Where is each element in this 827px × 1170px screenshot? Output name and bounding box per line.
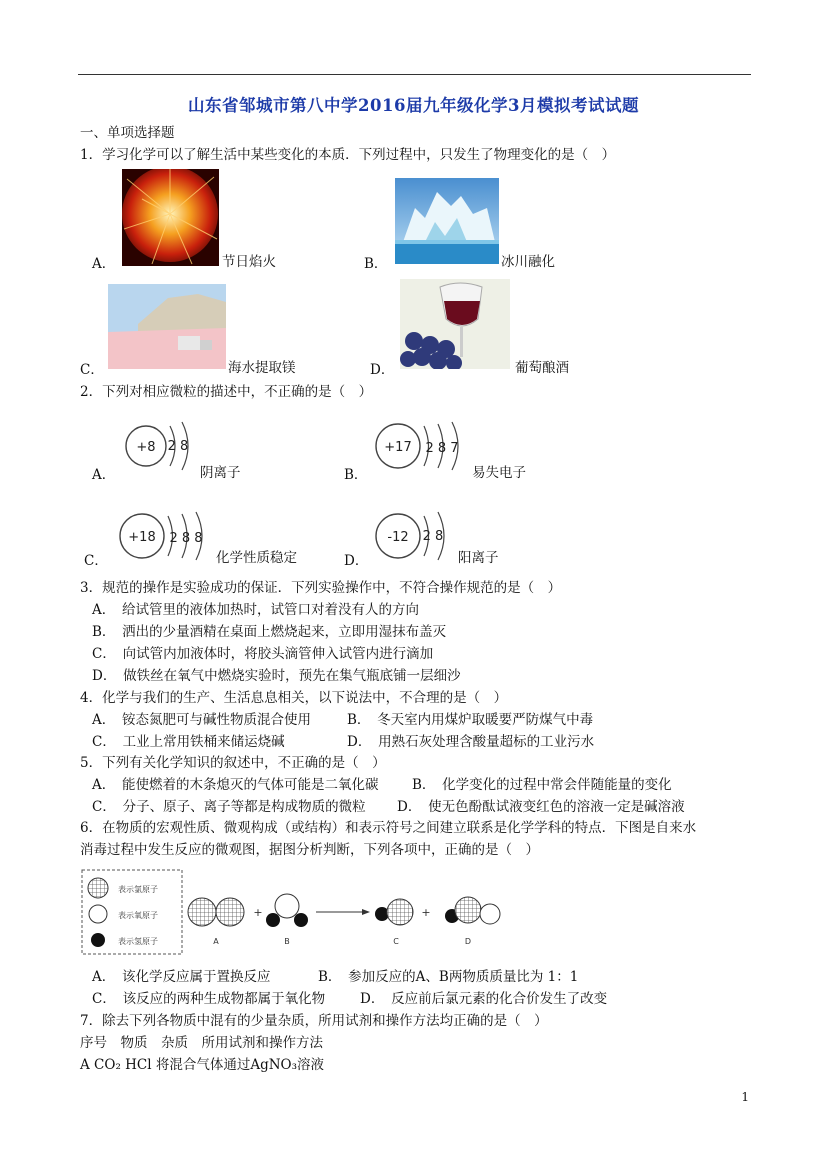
q2-option-d-text: 阳离子 (458, 550, 499, 566)
molecule-a-label: A (213, 937, 219, 946)
q3-option-a: A． 给试管里的液体加热时，试管口对着没有人的方向 (92, 602, 419, 618)
atom-b-shells: 2 8 7 (425, 441, 459, 456)
q1-option-a-text: 节日焰火 (222, 254, 276, 270)
q3-option-c: C． 向试管内加液体时，将胶头滴管伸入试管内进行滴加 (92, 646, 434, 662)
molecule-a-atom-2 (216, 898, 244, 926)
q5-option-c: C． 分子、原子、离子等都是构成物质的微粒 (92, 799, 366, 815)
molecule-b-hydrogen-1 (266, 913, 280, 927)
q2-option-d-letter: D． (344, 553, 369, 569)
atom-b-nucleus: +17 (384, 440, 412, 455)
glacier-image (395, 178, 499, 264)
molecule-d-label: D (464, 937, 472, 946)
q1-option-a-letter: A． (92, 256, 116, 272)
q1-option-c-letter: C． (80, 362, 104, 378)
q1-option-b-letter: B． (364, 256, 388, 272)
plus-sign-2: + (421, 906, 431, 919)
atom-d-shells: 2 8 (422, 529, 444, 544)
seawater-salt-image (108, 284, 226, 369)
header-rule (78, 74, 751, 75)
q2-option-b-text: 易失电子 (472, 465, 526, 481)
q1-option-c-text: 海水提取镁 (228, 360, 296, 376)
q4-option-a: A． 铵态氮肥可与碱性物质混合使用 (92, 712, 311, 728)
molecule-b-hydrogen-2 (294, 913, 308, 927)
molecule-c-chlorine (387, 899, 413, 925)
q1-stem: 1．学习化学可以了解生活中某些变化的本质．下列过程中，只发生了物理变化的是（ ） (80, 147, 616, 163)
q3-stem: 3．规范的操作是实验成功的保证．下列实验操作中，不符合操作规范的是（ ） (80, 580, 562, 596)
atom-diagram-b (370, 420, 470, 484)
q1-option-d-letter: D． (370, 362, 395, 378)
q1-option-d-text: 葡萄酿酒 (515, 360, 569, 376)
q2-option-a-letter: A． (92, 467, 116, 483)
atom-diagram-c (114, 508, 214, 572)
q5-option-d: D． 使无色酚酞试液变红色的溶液一定是碱溶液 (397, 799, 685, 815)
legend-hydrogen-label: 表示氢原子 (118, 937, 158, 946)
plus-sign-1: + (253, 906, 263, 919)
q4-option-d: D． 用熟石灰处理含酸量超标的工业污水 (347, 734, 595, 750)
atom-a-shells: 2 8 (167, 439, 189, 454)
atom-diagram-a (122, 420, 202, 484)
molecule-d-chlorine (455, 897, 481, 923)
q7-stem: 7．除去下列各物质中混有的少量杂质，所用试剂和操作方法均正确的是（ ） (80, 1013, 548, 1029)
legend-chlorine-atom (88, 878, 108, 898)
fireworks-image (122, 169, 219, 266)
q3-option-b: B． 洒出的少量酒精在桌面上燃烧起来，立即用湿抹布盖灭 (92, 624, 447, 640)
q6-option-a: A． 该化学反应属于置换反应 (92, 969, 271, 985)
molecule-d-oxygen (480, 904, 500, 924)
molecule-b-label: B (284, 937, 290, 946)
molecule-c-label: C (393, 937, 399, 946)
molecule-b-oxygen (275, 894, 299, 918)
q6-option-d: D． 反应前后氯元素的化合价发生了改变 (360, 991, 608, 1007)
q5-option-b: B． 化学变化的过程中常会伴随能量的变化 (412, 777, 672, 793)
q2-option-a-text: 阴离子 (200, 465, 241, 481)
q6-stem-line1: 6．在物质的宏观性质、微观构成（或结构）和表示符号之间建立联系是化学学科的特点．下图是自来水 (80, 820, 697, 836)
reaction-arrowhead (362, 909, 370, 915)
legend-hydrogen-atom (91, 933, 105, 947)
q6-stem-line2: 消毒过程中发生反应的微观图，据图分析判断，下列各项中，正确的是（ ） (80, 842, 539, 858)
legend-chlorine-label: 表示氯原子 (118, 885, 158, 894)
page-number: 1 (741, 1090, 749, 1104)
molecule-a-atom-1 (188, 898, 216, 926)
q5-option-a: A． 能使燃着的木条熄灭的气体可能是二氧化碳 (92, 777, 379, 793)
legend-oxygen-atom (89, 905, 107, 923)
atom-diagram-d (370, 508, 460, 572)
legend-oxygen-label: 表示氧原子 (118, 911, 158, 920)
q6-option-b: B． 参加反应的A、B两物质质量比为 1：1 (318, 969, 579, 985)
q2-option-b-letter: B． (344, 467, 368, 483)
q4-option-c: C． 工业上常用铁桶来储运烧碱 (92, 734, 285, 750)
atom-c-shells: 2 8 8 (169, 531, 203, 546)
q2-option-c-text: 化学性质稳定 (216, 550, 297, 566)
q7-table-row-a: A CO₂ HCl 将混合气体通过AgNO₃溶液 (80, 1057, 325, 1073)
grape-wine-image (400, 279, 510, 369)
reaction-micro-diagram (80, 868, 520, 958)
q1-option-b-text: 冰川融化 (501, 254, 555, 270)
document-title: 山东省邹城市第八中学2016届九年级化学3月模拟考试试题 (188, 96, 639, 115)
atom-d-nucleus: -12 (387, 530, 409, 545)
q2-stem: 2．下列对相应微粒的描述中，不正确的是（ ） (80, 384, 373, 400)
q6-option-c: C． 该反应的两种生成物都属于氧化物 (92, 991, 326, 1007)
q2-option-c-letter: C． (84, 553, 108, 569)
q4-stem: 4．化学与我们的生产、生活息息相关，以下说法中，不合理的是（ ） (80, 690, 508, 706)
q5-stem: 5．下列有关化学知识的叙述中，不正确的是（ ） (80, 755, 386, 771)
atom-c-nucleus: +18 (128, 530, 156, 545)
atom-a-nucleus: +8 (136, 440, 156, 455)
q4-option-b: B． 冬天室内用煤炉取暖要严防煤气中毒 (347, 712, 594, 728)
section-heading: 一、单项选择题 (80, 125, 175, 141)
q3-option-d: D． 做铁丝在氧气中燃烧实验时，预先在集气瓶底铺一层细沙 (92, 668, 461, 684)
q7-table-header: 序号 物质 杂质 所用试剂和操作方法 (80, 1035, 323, 1051)
